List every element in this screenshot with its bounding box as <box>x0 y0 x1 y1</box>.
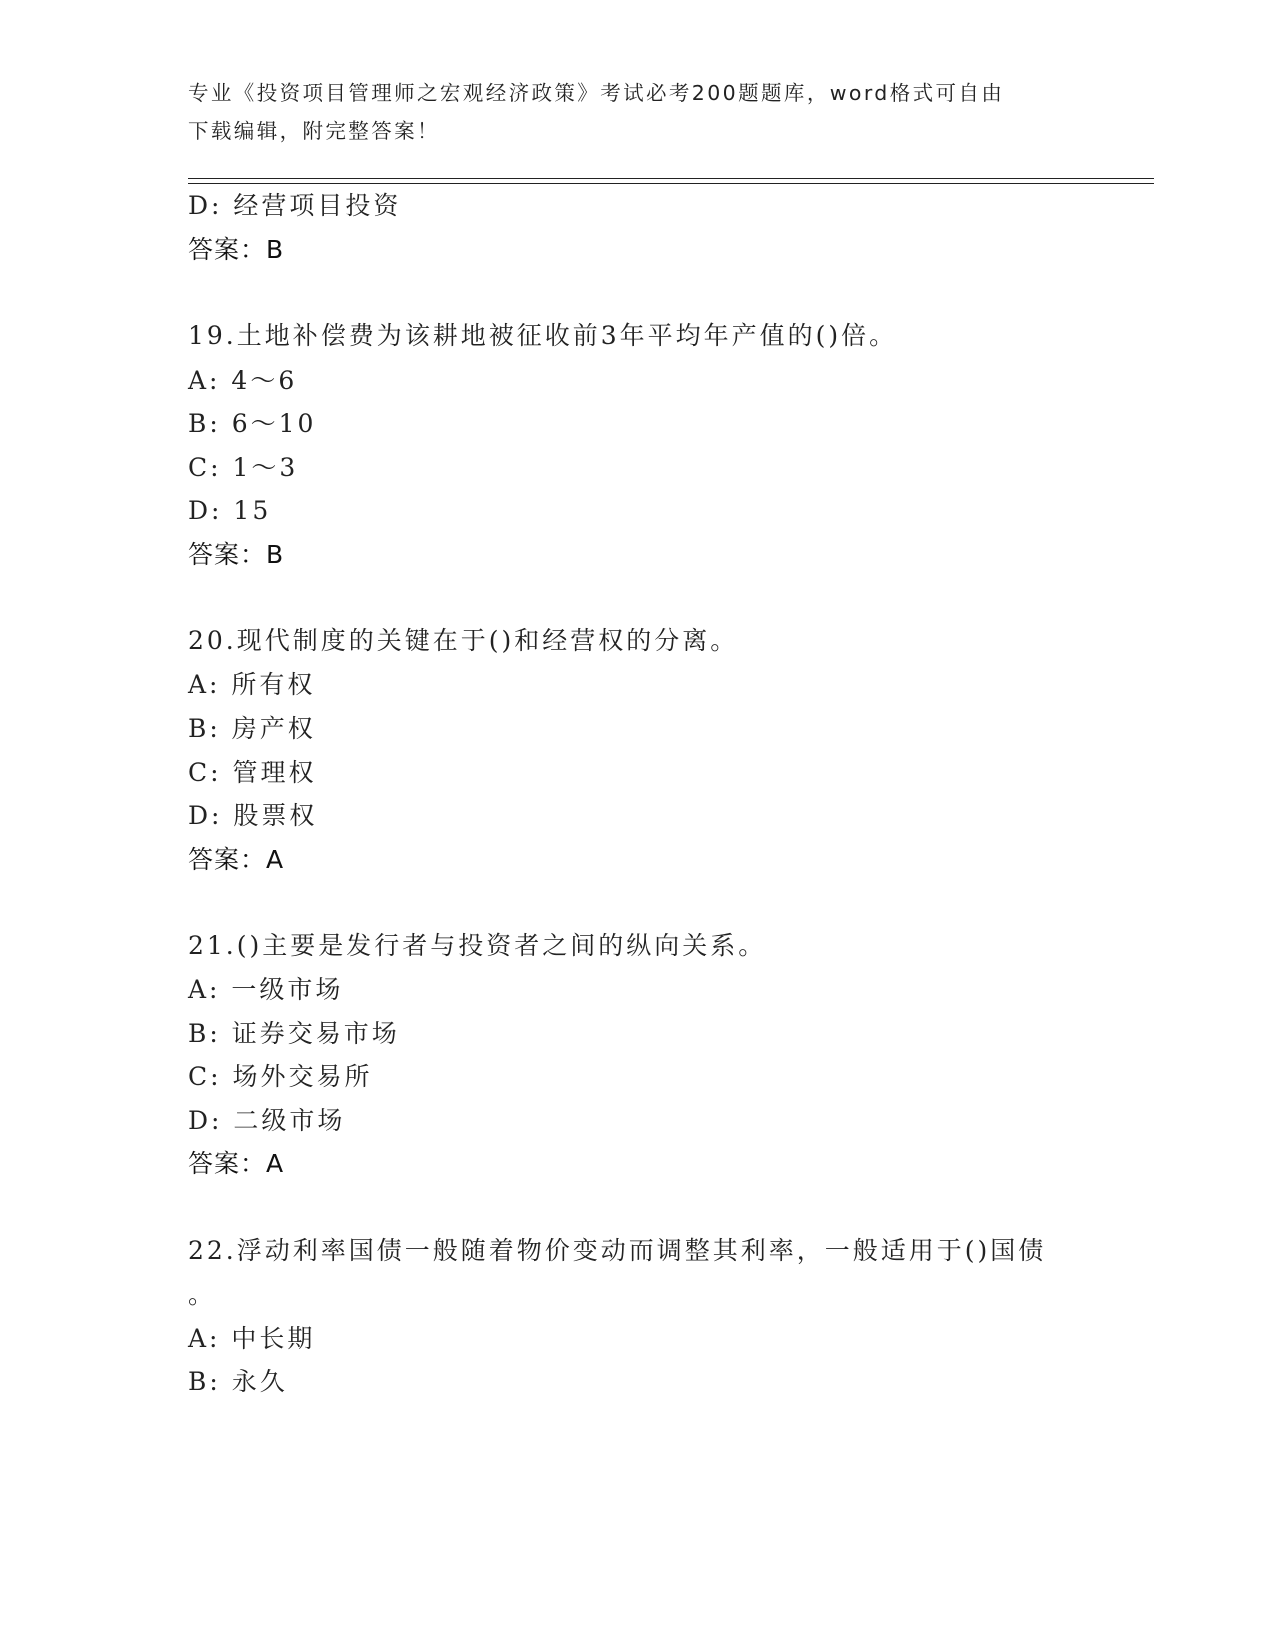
answer-q18: 答案：B <box>188 235 285 264</box>
option-b-q21: B: 证券交易市场 <box>188 1019 400 1048</box>
answer-q19: 答案：B <box>188 540 285 569</box>
option-a-q19: A: 4～6 <box>188 366 298 395</box>
option-a-q20: A: 所有权 <box>188 670 316 699</box>
question-22: 22.浮动利率国债一般随着物价变动而调整其利率，一般适用于()国债 <box>188 1236 1047 1265</box>
answer-q21: 答案：A <box>188 1149 285 1178</box>
option-a-q22: A: 中长期 <box>188 1324 316 1353</box>
option-a-q21: A: 一级市场 <box>188 975 344 1004</box>
option-c-q20: C: 管理权 <box>188 758 317 787</box>
header-line-1: 专业《投资项目管理师之宏观经济政策》考试必考200题题库，word格式可自由 <box>188 81 1005 105</box>
option-c-q21: C: 场外交易所 <box>188 1062 373 1091</box>
answer-q20: 答案：A <box>188 845 285 874</box>
option-b-q22: B: 永久 <box>188 1367 288 1396</box>
option-c-q19: C: 1～3 <box>188 453 299 482</box>
option-b-q20: B: 房产权 <box>188 714 316 743</box>
header-divider-bottom <box>188 183 1154 184</box>
option-b-q19: B: 6～10 <box>188 409 317 438</box>
question-20: 20.现代制度的关键在于()和经营权的分离。 <box>188 626 739 655</box>
header-line-2: 下载编辑，附完整答案！ <box>188 119 440 143</box>
option-d-q20: D: 股票权 <box>188 801 318 830</box>
option-d-q19: D: 15 <box>188 496 272 525</box>
document-header <box>188 74 1068 150</box>
header-divider-top <box>188 178 1154 179</box>
option-d-q21: D: 二级市场 <box>188 1106 346 1135</box>
question-22-continuation: 。 <box>188 1280 217 1309</box>
option-d-q18: D: 经营项目投资 <box>188 191 402 220</box>
question-21: 21.()主要是发行者与投资者之间的纵向关系。 <box>188 931 767 960</box>
question-19: 19.土地补偿费为该耕地被征收前3年平均年产值的()倍。 <box>188 321 898 350</box>
